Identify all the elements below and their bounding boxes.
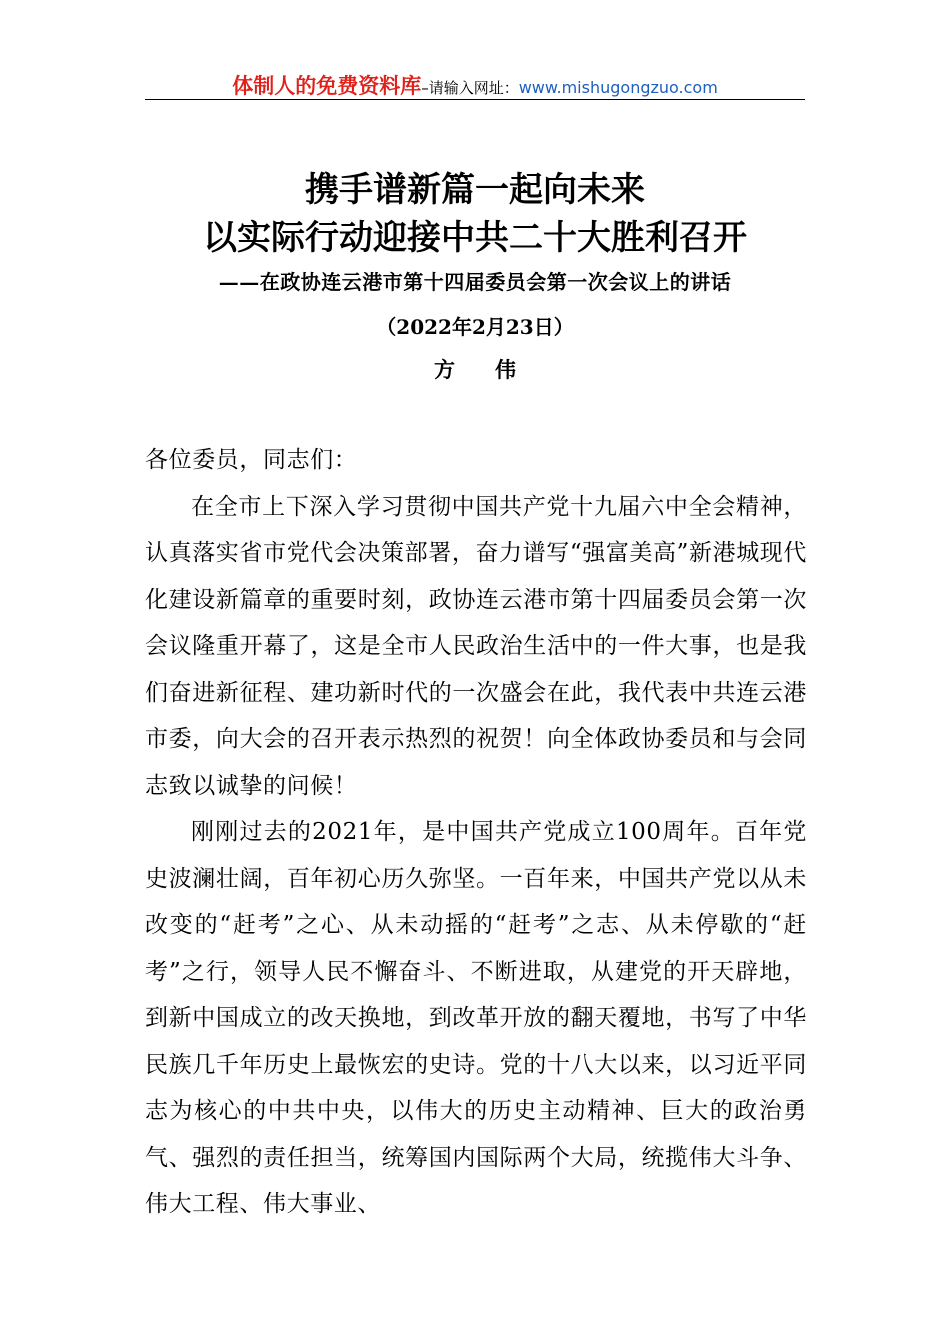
speech-date: （2022年2月23日） [376,315,574,339]
title-line-1: 携手谱新篇一起向未来 [305,170,645,210]
header-brand: 体制人的免费资料库 [232,74,422,98]
paragraph-2: 刚刚过去的2021年，是中国共产党成立100周年。百年党史波澜壮阔，百年初心历久弥坚。一百年来，中国共产党以从未改变的“赶考”之心、从未动摇的“赶考”之志、从未停歇的“赶考”之行，领导人民不懈奋斗、不断进取，从建党的开天辟地，到新中国成立的改天换地，到改革开放的翻天覆地，书写了中华民族几千年历史上最恢宏的史诗。党的十八大以来，以习近平同志为核心的中共中央，以伟大的历史主动精神、巨大的政治勇气、强烈的责任担当，统筹国内国际两个大局，统揽伟大斗争、伟大工程、伟大事业、 [145,819,807,1217]
title-line-2: 以实际行动迎接中共二十大胜利召开 [203,218,747,258]
salutation: 各位委员，同志们： [145,447,358,473]
subtitle: ——在政协连云港市第十四届委员会第一次会议上的讲话 [218,270,732,294]
author-name: 方伟 [434,357,556,382]
header-url-link[interactable]: www.mishugongzuo.com [518,78,718,97]
header-divider [145,99,805,100]
paragraph-1: 在全市上下深入学习贯彻中国共产党十九届六中全会精神，认真落实省市党代会决策部署，奋力谱写“强富美高”新港城现代化建设新篇章的重要时刻，政协连云港市第十四届委员会第一次会议隆重开幕了，这是全市人民政治生活中的一件大事，也是我们奋进新征程、建功新时代的一次盛会在此，我代表中共连云港市委，向大会的召开表示热烈的祝贺！向全体政协委员和与会同志致以诚挚的问候！ [145,493,807,799]
speech-body [145,437,807,1228]
header-prompt: –请输入网址： [421,79,519,97]
page-header [145,70,805,100]
